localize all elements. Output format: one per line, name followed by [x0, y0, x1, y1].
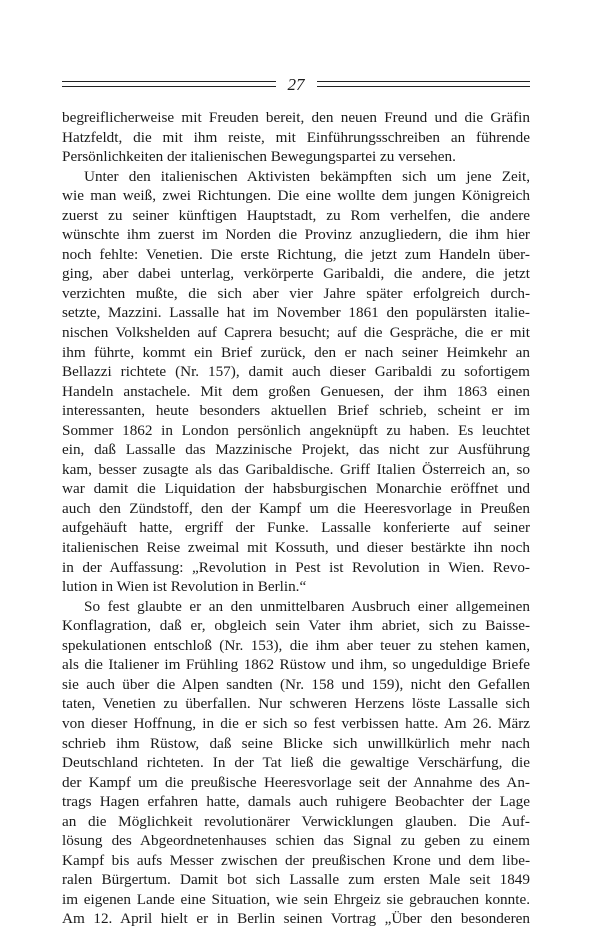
text-line: So fest glaubte er an den unmittelbaren Ausbruch einer allgemeinen [84, 597, 530, 615]
text-line: begreiflicherweise mit Freuden bereit, den neuen Freund und die Gräfin [62, 109, 530, 126]
text-line: Kampf bis aufs Messer zwischen der preußischen Krone und dem libe- [62, 851, 530, 869]
text-line: noch fehlte: Venetien. Die erste Richtung, die jetzt zum Handeln über- [62, 245, 530, 263]
text-line: taten, Venetien zu überfallen. Nur schweren Herzens löste Lassalle sich [62, 695, 530, 713]
text-line: Bellazzi richtete (Nr. 157), damit auch dieser Garibaldi zu sofortigem [62, 363, 530, 381]
text-line: ein, daß Lassalle das Mazzinische Projekt, das nicht zur Ausführung [62, 441, 530, 459]
text-line: ralen Bürgertum. Damit bot sich Lassalle zum ersten Male seit 1849 [62, 871, 530, 889]
page-header [62, 70, 530, 98]
text-line: in der Auffassung: „Revolution in Pest ist Revolution in Wien. Revo- [62, 558, 530, 576]
header-rule-left [62, 81, 276, 87]
text-line: Sommer 1862 in London persönlich angeknüpft zu haben. Es leuchtet [62, 421, 530, 439]
text-line: im eigenen Lande eine Situation, wie sein Ehrgeiz sie gebrauchen konnte. [62, 890, 530, 908]
text-line: interessanten, heute besonders aktuellen Brief schrieb, scheint er im [62, 402, 530, 420]
text-line: war damit die Liquidation der habsburgischen Monarchie eröffnet und [62, 480, 530, 498]
text-line: auch den Zündstoff, den der Kampf um die Heeresvorlage in Preußen [62, 499, 530, 517]
page-number: 27 [287, 74, 305, 94]
text-line: Am 12. April hielt er in Berlin seinen Vortrag „Über den besonderen [62, 910, 530, 928]
text-line: schrieb ihm Rüstow, daß seine Blicke sich unwillkürlich mehr nach [62, 734, 530, 752]
text-line: trags Hagen erfahren hatte, damals auch ruhigere Beobachter der Lage [62, 793, 530, 811]
text-line: zuerst zu seiner künftigen Hauptstadt, zu Rom verhelfen, die andere [62, 206, 530, 224]
body-text [62, 108, 530, 929]
book-page [62, 70, 530, 929]
text-line: nischen Volkshelden auf Caprera besucht; auf die Gespräche, die er mit [62, 324, 530, 342]
text-line: kam, besser zusagte als das Garibaldische. Griff Italien Österreich an, so [62, 460, 530, 478]
text-line: Deutschland richteten. In der Tat ließ die gewaltige Verschärfung, die [62, 754, 530, 772]
text-line: der Kampf um die preußische Heeresvorlage seit der Annahme des An- [62, 773, 530, 791]
text-line: wünschte ihm zuerst im Norden die Provinz anzugliedern, die ihm hier [62, 226, 530, 244]
text-line: aufgehäuft hatte, ergriff der Funke. Lassalle konferierte auf seiner [62, 519, 530, 537]
header-rule-right [317, 81, 531, 87]
text-line: an die Möglichkeit revolutionärer Verwicklungen glauben. Die Auf- [62, 812, 530, 830]
text-line: lution in Wien ist Revolution in Berlin.“ [62, 578, 307, 596]
text-line: verzichten mußte, die sich aber vier Jahre später erfolgreich durch- [62, 284, 530, 302]
text-line: als die Italiener im Frühling 1862 Rüstow und ihm, so ungeduldige Briefe [62, 656, 530, 674]
text-line: Persönlichkeiten der italienischen Bewegungspartei zu versehen. [62, 148, 456, 166]
text-line: lösung des Abgeordnetenhauses schien das Signal zu geben zu einem [62, 832, 530, 850]
text-line: setzte, Mazzini. Lassalle hat im November 1861 den populärsten italie- [62, 304, 530, 322]
text-line: Konflagration, daß er, obgleich sein Vater ihm abriet, sich zu Baisse- [62, 617, 530, 635]
text-line: sie auch über die Alpen sandten (Nr. 158 und 159), nicht den Gefallen [62, 675, 530, 693]
text-line: spekulationen entschloß (Nr. 153), die ihm aber teuer zu stehen kamen, [62, 636, 530, 654]
text-line: Hatzfeldt, die mit ihm reiste, mit Einführungsschreiben an führende [62, 128, 530, 146]
text-line: von dieser Hoffnung, in die er sich so fest verbissen hatte. Am 26. März [62, 714, 530, 732]
text-line: Handeln anstachele. Mit dem großen Genuesen, der ihm 1863 einen [62, 382, 530, 400]
text-line: Unter den italienischen Aktivisten bekämpften sich um jene Zeit, [84, 167, 530, 185]
text-line: ging, aber dabei unterlag, verkörperte Garibaldi, die andere, die jetzt [62, 265, 530, 283]
text-line: ihm führte, kommt ein Brief zurück, den er nach seiner Heimkehr an [62, 343, 530, 361]
text-line: wie man weiß, zwei Richtungen. Die eine wollte dem jungen Königreich [62, 187, 530, 205]
text-line: italienischen Reise zweimal mit Kossuth, und dieser bestärkte ihn noch [62, 539, 530, 557]
